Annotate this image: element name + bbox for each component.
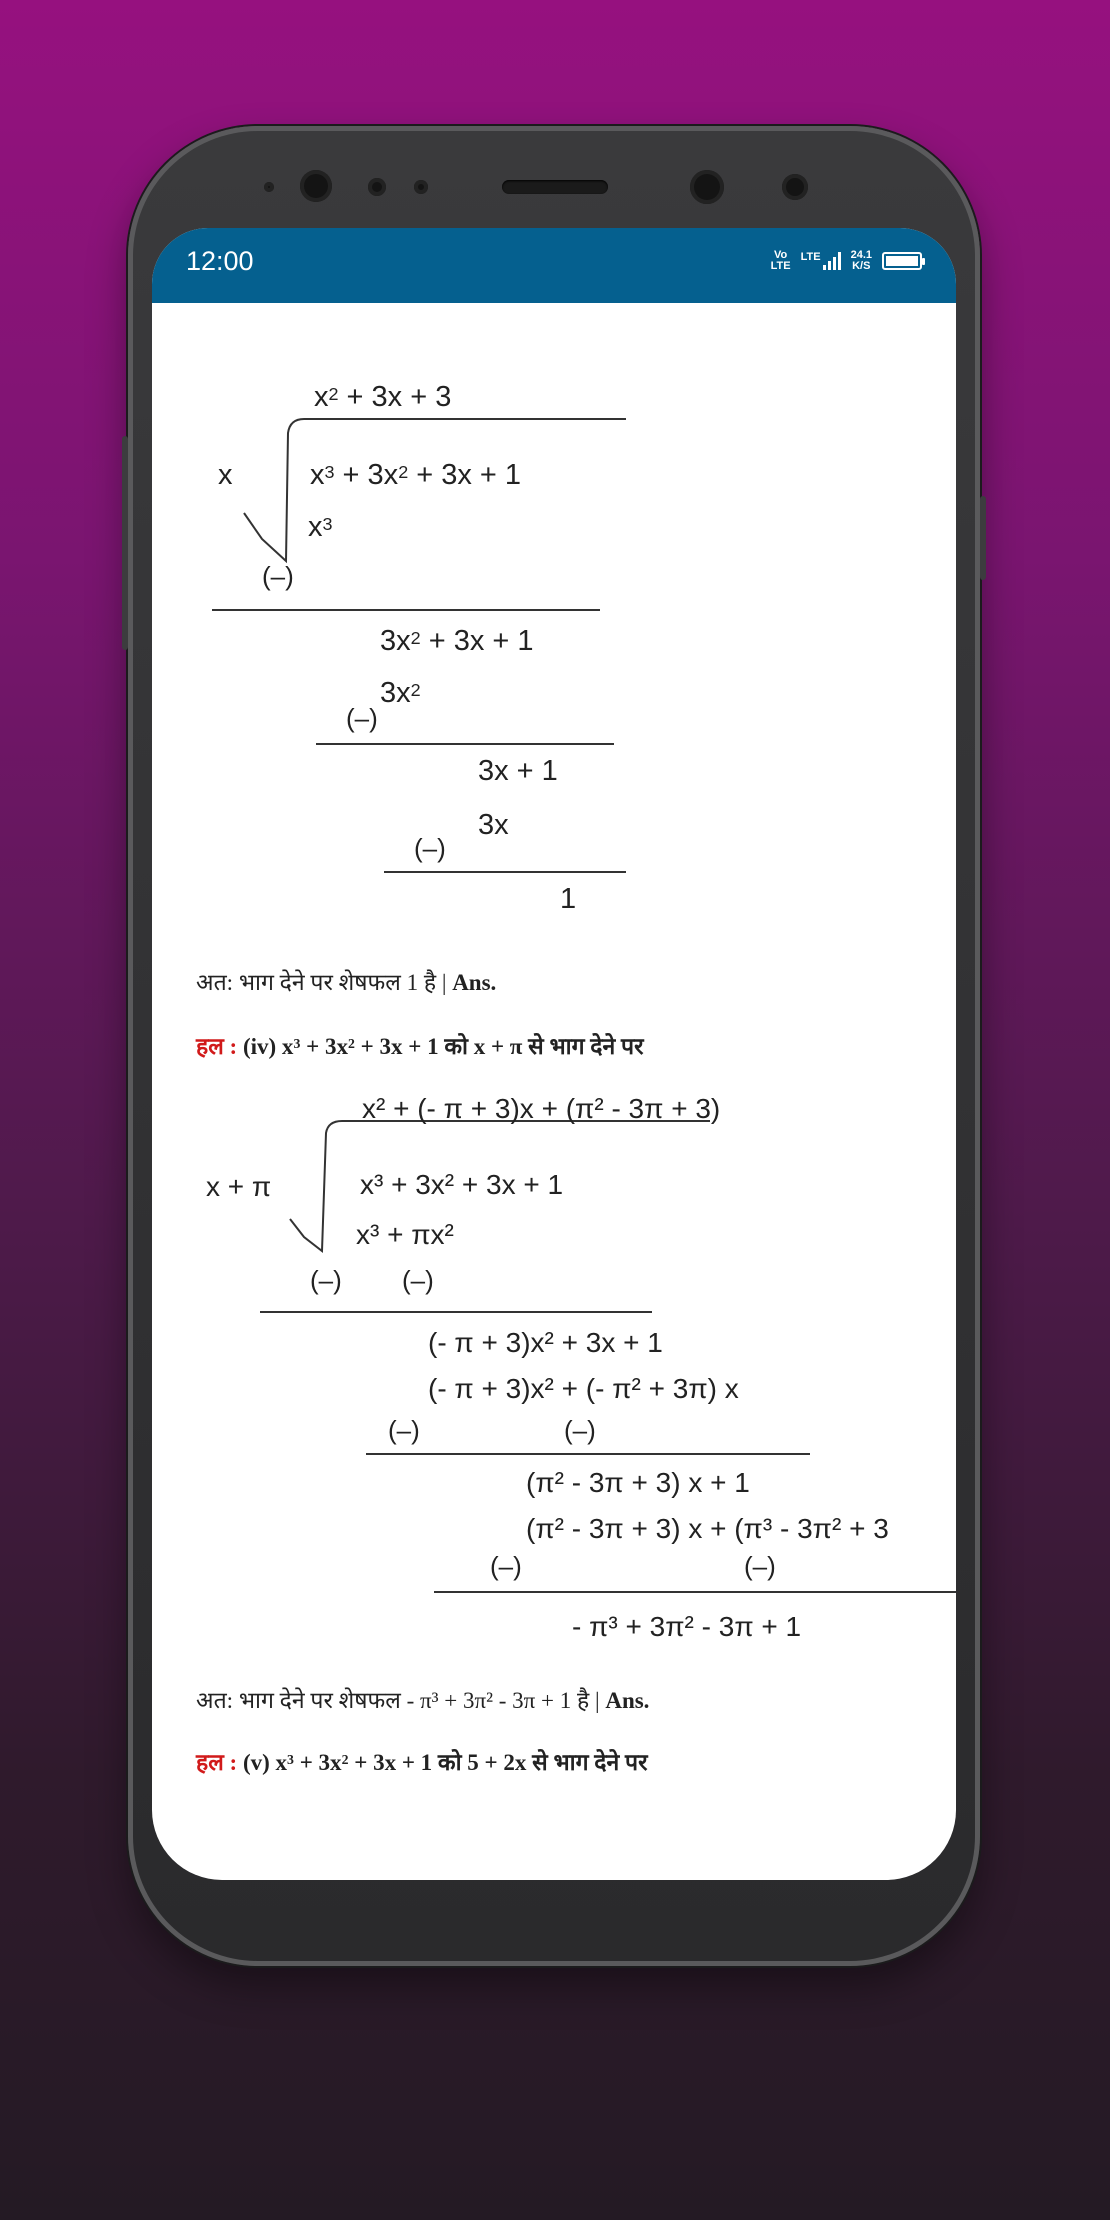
minus-sign: (–) <box>310 1265 342 1295</box>
battery-icon <box>882 252 922 270</box>
phone-screen <box>152 228 956 1880</box>
divider-line <box>366 1453 810 1455</box>
volume-down-button <box>122 566 128 650</box>
status-bar <box>152 228 956 303</box>
minus-sign: (–) <box>402 1265 434 1295</box>
front-camera-icon <box>300 170 332 202</box>
divider-line <box>434 1591 956 1593</box>
volte-icon: Vo LTE <box>770 249 791 272</box>
subtract-term: (π² - 3π + 3) x + (π³ - 3π² + 3 <box>526 1513 889 1544</box>
division-bracket <box>152 303 956 1880</box>
subtract-term: $3x^2$ <box>380 677 421 709</box>
status-time: 12:00 <box>186 246 254 276</box>
remainder-step: (- π + 3)x² + 3x + 1 <box>428 1327 663 1358</box>
minus-sign: (–) <box>262 561 294 591</box>
subtract-term: $x^3$ <box>308 511 333 543</box>
divisor: x + π <box>206 1171 272 1202</box>
lte-signal-icon: LTE <box>801 252 841 270</box>
content-area <box>152 303 956 1880</box>
divider-line <box>260 1311 652 1313</box>
sensor-icon <box>414 180 428 194</box>
subtract-term: (- π + 3)x² + (- π² + 3π) x <box>428 1373 739 1404</box>
hal-label: हल : <box>196 1034 238 1059</box>
minus-sign: (–) <box>414 833 446 863</box>
final-remainder: 1 <box>560 883 577 915</box>
sensor-icon <box>264 182 274 192</box>
minus-sign: (–) <box>388 1415 420 1445</box>
status-icons <box>771 250 922 272</box>
final-remainder: - π³ + 3π² - 3π + 1 <box>572 1611 802 1642</box>
remainder-step: $3x^2 + 3x + 1$ <box>380 625 534 657</box>
divisor: x <box>218 459 233 491</box>
sensor-icon <box>368 178 386 196</box>
question-v: हल : (v) $x^3 + 3x^2 + 3x + 1$ को 5 + 2x से भाग देने पर <box>196 1750 648 1775</box>
minus-sign: (–) <box>564 1415 596 1445</box>
minus-sign: (–) <box>346 703 378 733</box>
sensor-icon <box>782 174 808 200</box>
answer-line-1: अत: भाग देने पर शेषफल 1 है | Ans. <box>196 970 497 995</box>
subtract-term: 3x <box>478 809 509 841</box>
answer-line-2: अत: भाग देने पर शेषफल - π³ + 3π² - 3π + 1 है | Ans. <box>196 1688 650 1713</box>
quotient: $x^2 + 3x + 3$ <box>314 381 452 413</box>
remainder-step: (π² - 3π + 3) x + 1 <box>526 1467 750 1498</box>
subtract-term: x³ + πx² <box>356 1219 454 1250</box>
question-iv: हल : (iv) $x^3 + 3x^2 + 3x + 1$ को x + π से भाग देने पर <box>196 1034 644 1059</box>
dividend: $x^3 + 3x^2 + 3x + 1$ <box>310 459 522 491</box>
dividend: x³ + 3x² + 3x + 1 <box>360 1169 564 1200</box>
hal-label: हल : <box>196 1750 238 1775</box>
quotient: x² + (- π + 3)x + (π² - 3π + 3) <box>362 1093 721 1124</box>
power-button <box>980 496 986 580</box>
minus-sign: (–) <box>490 1551 522 1581</box>
front-camera-icon <box>690 170 724 204</box>
minus-sign: (–) <box>744 1551 776 1581</box>
network-speed: 24.1 K/S <box>850 249 872 272</box>
remainder-step: 3x + 1 <box>478 755 558 787</box>
earpiece-speaker <box>502 180 608 194</box>
